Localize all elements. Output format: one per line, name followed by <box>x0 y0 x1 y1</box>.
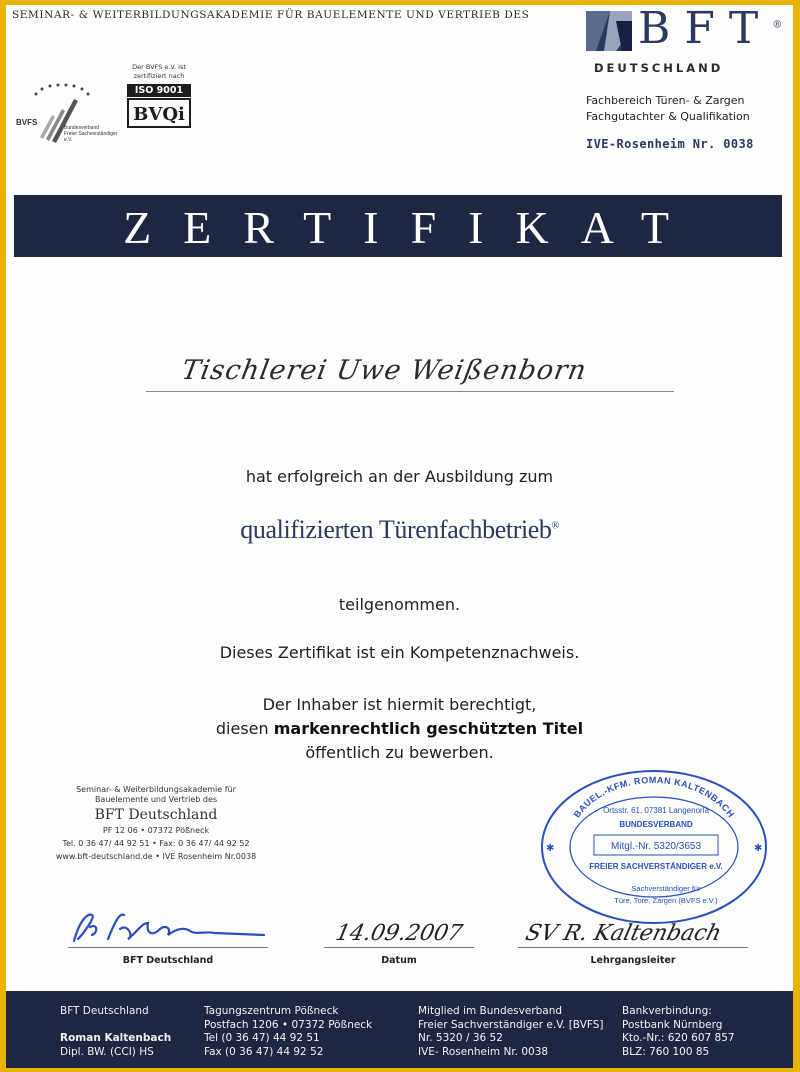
iso-note: Der BVFS e.V. ist <box>132 63 186 71</box>
signature-label-leiter: Lehrgangsleiter <box>590 955 676 966</box>
body-line-1: hat erfolgreich an der Ausbildung zum <box>245 467 554 486</box>
fachbereich-line: Fachgutachter & Qualifikation <box>586 110 750 123</box>
holder-name: Tischlerei Uwe Weißenborn <box>179 355 590 386</box>
footer-text: BFT Deutschland <box>60 1005 149 1017</box>
footer-text: Freier Sachverständiger e.V. [BVFS] <box>418 1018 604 1031</box>
footer-text: Postfach 1206 • 07372 Pößneck <box>204 1018 373 1031</box>
title-banner <box>14 195 782 257</box>
stamp-text: Seminar- & Weiterbildungsakademie für <box>76 785 236 794</box>
akademie-title: SEMINAR- & WEITERBILDUNGSAKADEMIE FÜR BAUELEMENTE UND VERTRIEB DES <box>12 9 530 21</box>
bft-country: DEUTSCHLAND <box>594 61 724 75</box>
footer-col-bft <box>60 1005 171 1059</box>
footer-text: IVE- Rosenheim Nr. 0038 <box>418 1045 549 1058</box>
svg-text:Freier Sachverständiger: Freier Sachverständiger <box>64 131 118 137</box>
iso-note: zertifiziert nach <box>133 72 185 80</box>
sachverstaendiger-stamp <box>534 767 774 927</box>
svg-text:Ortsstr. 61, 07381 Langenorla: Ortsstr. 61, 07381 Langenorla <box>603 806 709 815</box>
svg-text:BAUEL.-KFM. ROMAN KALTENBACH: BAUEL.-KFM. ROMAN KALTENBACH <box>571 774 737 820</box>
body-line-4: Dieses Zertifikat ist ein Kompetenznachweis. <box>219 643 580 662</box>
footer-text: Postbank Nürnberg <box>622 1018 723 1031</box>
footer-col-tagungszentrum <box>204 1005 372 1059</box>
date-line <box>324 947 474 948</box>
svg-text:Türe, Tore, Zargen (BVFS e.V.): Türe, Tore, Zargen (BVFS e.V.) <box>614 896 718 905</box>
footer-text: BLZ: 760 100 85 <box>622 1045 710 1058</box>
certificate-page <box>6 5 793 1068</box>
footer-col-bank <box>622 1005 735 1059</box>
stamp-phone: Tel. 0 36 47/ 44 92 51 • Fax: 0 36 47/ 44 92 52 <box>62 839 250 848</box>
svg-text:✱: ✱ <box>754 843 763 854</box>
iso-certification <box>124 63 194 128</box>
svg-text:FREIER SACHVERSTÄNDIGER e.V.: FREIER SACHVERSTÄNDIGER e.V. <box>589 862 723 871</box>
footer-text: Fax (0 36 47) 44 92 52 <box>204 1045 324 1058</box>
svg-text:Sachverständiger für: Sachverständiger für <box>631 884 701 893</box>
bft-mark-icon <box>586 11 632 51</box>
footer-text: Bankverbindung: <box>622 1005 712 1017</box>
stamp-web: www.bft-deutschland.de • IVE Rosenheim Nr.0038 <box>55 852 257 861</box>
date-label: Datum <box>381 955 417 966</box>
signature-line <box>518 947 748 948</box>
bft-signature <box>68 909 268 949</box>
svg-text:✱: ✱ <box>546 843 555 854</box>
footer-text: Mitglied im Bundesverband <box>418 1005 563 1017</box>
footer-text: Kto.-Nr.: 620 607 857 <box>622 1032 735 1044</box>
bft-wordmark: BFT® <box>638 5 783 54</box>
fachbereich-line: Fachbereich Türen- & Zargen <box>586 94 745 107</box>
footer-text: Tagungszentrum Pößneck <box>204 1005 339 1017</box>
svg-text:Bundesverband: Bundesverband <box>64 125 100 131</box>
fachbereich <box>586 93 750 125</box>
certificate-title: ZERTIFIKAT <box>123 202 701 253</box>
bvfs-emblem-icon <box>12 81 122 151</box>
signature-line <box>68 947 268 948</box>
ive-number: IVE-Rosenheim Nr. 0038 <box>586 137 754 151</box>
footer-bar <box>6 991 793 1068</box>
footer-text: Tel (0 36 47) 44 92 51 <box>204 1032 320 1044</box>
stamp-name: BFT Deutschland <box>94 807 218 823</box>
body-line-6: diesen markenrechtlich geschützten Titel <box>215 719 584 738</box>
footer-col-mitglied <box>418 1005 604 1059</box>
footer-text: Nr. 5320 / 36 52 <box>418 1032 503 1044</box>
footer-text: Dipl. BW. (CCI) HS <box>60 1045 154 1058</box>
holder-line <box>146 355 674 392</box>
date-value: 14.09.2007 <box>333 921 465 946</box>
stamp-address: PF 12 06 • 07372 Pößneck <box>102 826 210 835</box>
body-line-3: teilgenommen. <box>338 595 461 614</box>
bvqi-logo: BVQi <box>127 98 191 128</box>
svg-text:Mitgl.-Nr. 5320/3653: Mitgl.-Nr. 5320/3653 <box>610 841 702 852</box>
stamp-text: Bauelemente und Vertrieb des <box>94 795 218 804</box>
bvfs-logo <box>12 81 122 151</box>
svg-text:BUNDESVERBAND: BUNDESVERBAND <box>619 820 693 829</box>
footer-text: Roman Kaltenbach <box>60 1032 172 1044</box>
bft-stamp <box>46 785 266 862</box>
svg-text:BVFS: BVFS <box>16 118 38 127</box>
footer-text <box>60 1019 171 1033</box>
signature-label-bft: BFT Deutschland <box>122 955 214 966</box>
iso-badge: ISO 9001 <box>127 84 191 97</box>
lehrgangsleiter-signature: SV R. Kaltenbach <box>522 921 724 946</box>
body-line-7: öffentlich zu bewerben. <box>305 743 494 762</box>
bft-logo <box>586 5 783 77</box>
svg-text:e.V.: e.V. <box>64 137 73 143</box>
qualification-title: qualifizierten Türenfachbetrieb® <box>240 515 559 544</box>
body-line-5: Der Inhaber ist hiermit berechtigt, <box>262 695 537 714</box>
